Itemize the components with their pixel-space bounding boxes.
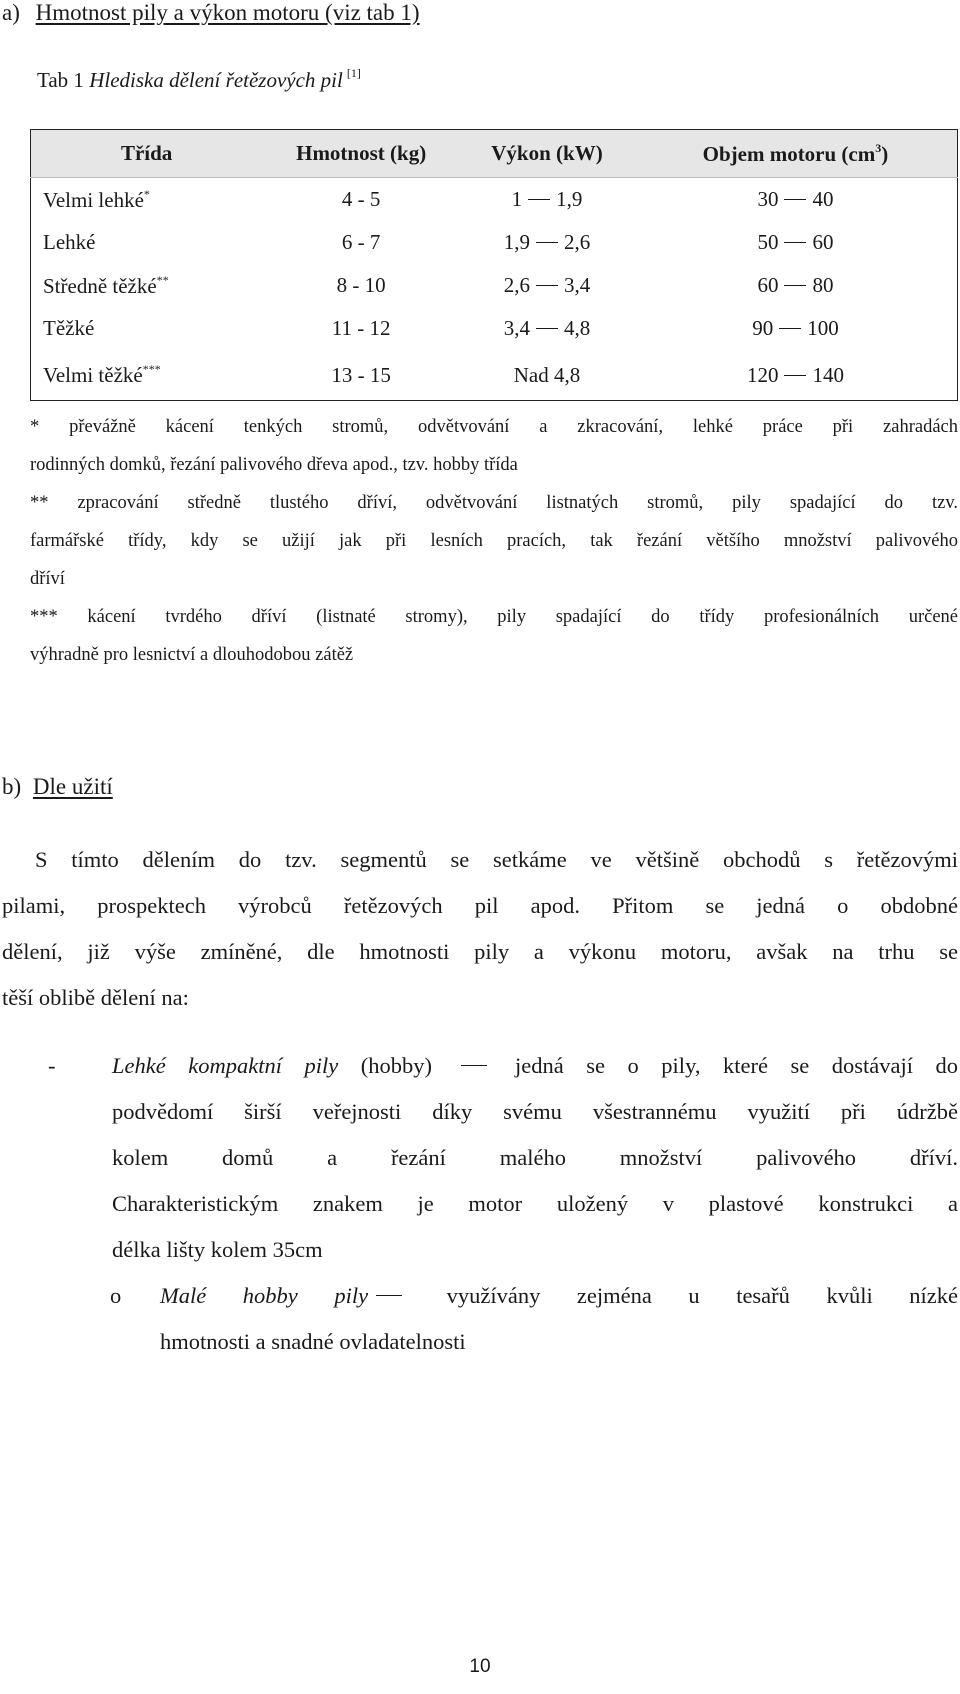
cell-volume bbox=[634, 178, 958, 222]
list-item-line: kolem domů a řezání malého množství palivového dříví. bbox=[112, 1145, 958, 1170]
cell-class-text: Velmi těžké bbox=[43, 363, 143, 387]
range-dash bbox=[528, 199, 550, 200]
power-to: 1,9 bbox=[556, 187, 583, 211]
item-text-cont: jedná se o pily, které se dostávají do bbox=[492, 1053, 958, 1078]
cell-class-text: Těžké bbox=[43, 316, 95, 340]
volume-to: 60 bbox=[812, 230, 834, 254]
list-item-line: podvědomí širší veřejnosti díky svému všestrannému využití při údržbě bbox=[112, 1099, 958, 1124]
cell-class bbox=[31, 264, 263, 307]
cell-power bbox=[460, 178, 634, 222]
volume-to: 140 bbox=[812, 362, 844, 387]
paragraph-line: pilami, prospektech výrobců řetězových pil apod. Přitom se jedná o obdobné bbox=[2, 893, 958, 918]
power-from: 3,4 bbox=[503, 316, 530, 340]
table-row bbox=[31, 264, 958, 307]
cell-mass: 11 - 12 bbox=[331, 316, 391, 340]
table-row bbox=[31, 221, 958, 264]
caption-title: Hlediska dělení řetězových pil bbox=[89, 68, 343, 92]
footnote-3-line-2: výhradně pro lesnictví a dlouhodobou zátěž bbox=[30, 645, 354, 665]
range-dash bbox=[784, 375, 806, 376]
cell-class-sup: *** bbox=[142, 362, 161, 376]
dash-bullet: - bbox=[48, 1053, 56, 1078]
power-from: 1 bbox=[511, 187, 523, 211]
item-text: (hobby) bbox=[338, 1053, 455, 1078]
footnote-2-line-2: farmářské třídy, kdy se užijí jak při lesních pracích, tak řezání většího množství palivového bbox=[30, 531, 958, 551]
section-a-heading bbox=[2, 0, 420, 26]
list-item bbox=[30, 1043, 958, 1273]
caption-ref: [1] bbox=[346, 66, 361, 80]
header-volume bbox=[634, 130, 958, 178]
cell-mass: 4 - 5 bbox=[341, 187, 381, 211]
paragraph-line: těší oblibě dělení na: bbox=[2, 985, 189, 1010]
list-item-line bbox=[112, 1043, 958, 1089]
sub-list-item-line bbox=[160, 1273, 958, 1319]
cell-class-text: Středně těžké bbox=[43, 273, 157, 298]
range-dash bbox=[536, 328, 558, 329]
range-dash bbox=[536, 242, 558, 243]
power-from: 1,9 bbox=[503, 230, 530, 254]
power-to: 4,8 bbox=[563, 316, 591, 340]
list-item-content bbox=[112, 1043, 958, 1273]
cell-mass: 6 - 7 bbox=[341, 230, 381, 254]
range-dash bbox=[784, 285, 806, 286]
volume-to: 80 bbox=[812, 273, 834, 297]
cell-mass: 13 - 15 bbox=[331, 362, 391, 387]
paragraph-line: S tímto dělením do tzv. segmentů se setkáme ve většině obchodů s řetězovými bbox=[35, 847, 958, 872]
footnote-2-line-1: ** zpracování středně tlustého dříví, odvětvování listnatých stromů, pily spadající do tzv. bbox=[30, 493, 958, 513]
section-a-label: a) bbox=[2, 0, 20, 25]
section-b-label: b) bbox=[2, 774, 22, 799]
table-footnotes bbox=[30, 408, 958, 674]
header-volume-text: Objem motoru (cm bbox=[702, 141, 876, 166]
cell-volume bbox=[634, 221, 958, 264]
section-a-title: Hmotnost pily a výkon motoru (viz tab 1) bbox=[35, 0, 420, 25]
volume-from: 120 bbox=[746, 362, 779, 387]
list-item-line: Charakteristickým znakem je motor uložený v plastové konstrukci a bbox=[112, 1191, 958, 1216]
cell-class-text: Velmi lehké bbox=[43, 187, 144, 212]
list-item-line: délka lišty kolem 35cm bbox=[112, 1237, 323, 1262]
range-dash bbox=[784, 242, 806, 243]
classification-table bbox=[30, 129, 958, 401]
cell-power bbox=[460, 221, 634, 264]
header-power: Výkon (kW) bbox=[460, 130, 634, 178]
header-volume-close: ) bbox=[881, 141, 889, 166]
intro-paragraph bbox=[2, 837, 958, 1021]
cell-power bbox=[460, 264, 634, 307]
table-caption bbox=[37, 66, 361, 93]
table-row bbox=[31, 178, 958, 222]
cell-class bbox=[31, 178, 263, 222]
header-mass: Hmotnost (kg) bbox=[262, 130, 460, 178]
range-dash bbox=[784, 199, 806, 200]
sub-item-text: využívány zejména u tesařů kvůli nízké bbox=[410, 1283, 958, 1308]
page-number: 10 bbox=[469, 1656, 491, 1677]
section-b-title: Dle užití bbox=[32, 774, 113, 799]
power-from: 2,6 bbox=[503, 273, 530, 297]
table-row bbox=[31, 350, 958, 401]
section-b-heading bbox=[2, 774, 113, 800]
sub-item-title: Malé hobby pily bbox=[160, 1283, 369, 1308]
paragraph-line: dělení, již výše zmíněné, dle hmotnosti pily a výkonu motoru, avšak na trhu se bbox=[2, 939, 958, 964]
cell-mass: 8 - 10 bbox=[336, 273, 386, 297]
caption-prefix: Tab 1 bbox=[37, 68, 90, 92]
cell-volume bbox=[634, 264, 958, 307]
sub-list-item-content bbox=[160, 1273, 958, 1365]
volume-from: 50 bbox=[757, 230, 779, 254]
cell-class bbox=[31, 221, 263, 264]
volume-from: 90 bbox=[752, 316, 774, 340]
footnote-3-line-1: *** kácení tvrdého dříví (listnaté stromy), pily spadající do třídy profesionálních určené bbox=[30, 607, 958, 627]
header-volume-exp: 3 bbox=[875, 140, 882, 155]
cell-power bbox=[460, 307, 634, 350]
sub-list-item-line: hmotnosti a snadné ovladatelnosti bbox=[160, 1329, 466, 1354]
volume-from: 60 bbox=[757, 273, 779, 297]
cell-volume bbox=[634, 350, 958, 401]
table-header-row bbox=[31, 130, 958, 178]
cell-class bbox=[31, 307, 263, 350]
power-to: 2,6 bbox=[563, 230, 591, 254]
footnote-1-line-1: * převážně kácení tenkých stromů, odvětvování a zkracování, lehké práce při zahradách bbox=[30, 417, 958, 437]
volume-to: 100 bbox=[807, 316, 839, 340]
footnote-1-line-2: rodinných domků, řezání palivového dřeva apod., tzv. hobby třída bbox=[30, 455, 518, 475]
cell-class-text: Lehké bbox=[43, 230, 96, 254]
power-to: 3,4 bbox=[563, 273, 591, 297]
header-class: Třída bbox=[31, 130, 263, 178]
sub-list-item bbox=[30, 1273, 958, 1365]
em-dash bbox=[461, 1065, 487, 1066]
cell-volume bbox=[634, 307, 958, 350]
item-title: Lehké kompaktní pily bbox=[112, 1053, 339, 1078]
cell-class bbox=[31, 350, 263, 401]
circle-bullet: o bbox=[110, 1283, 122, 1308]
cell-class-sup: * bbox=[143, 186, 150, 201]
cell-power: Nad 4,8 bbox=[513, 362, 581, 387]
em-dash bbox=[376, 1295, 402, 1296]
table-row bbox=[31, 307, 958, 350]
footnote-2-line-3: dříví bbox=[30, 569, 65, 589]
range-dash bbox=[779, 328, 801, 329]
volume-from: 30 bbox=[757, 187, 779, 211]
cell-class-sup: ** bbox=[156, 272, 169, 287]
range-dash bbox=[536, 285, 558, 286]
volume-to: 40 bbox=[812, 187, 834, 211]
